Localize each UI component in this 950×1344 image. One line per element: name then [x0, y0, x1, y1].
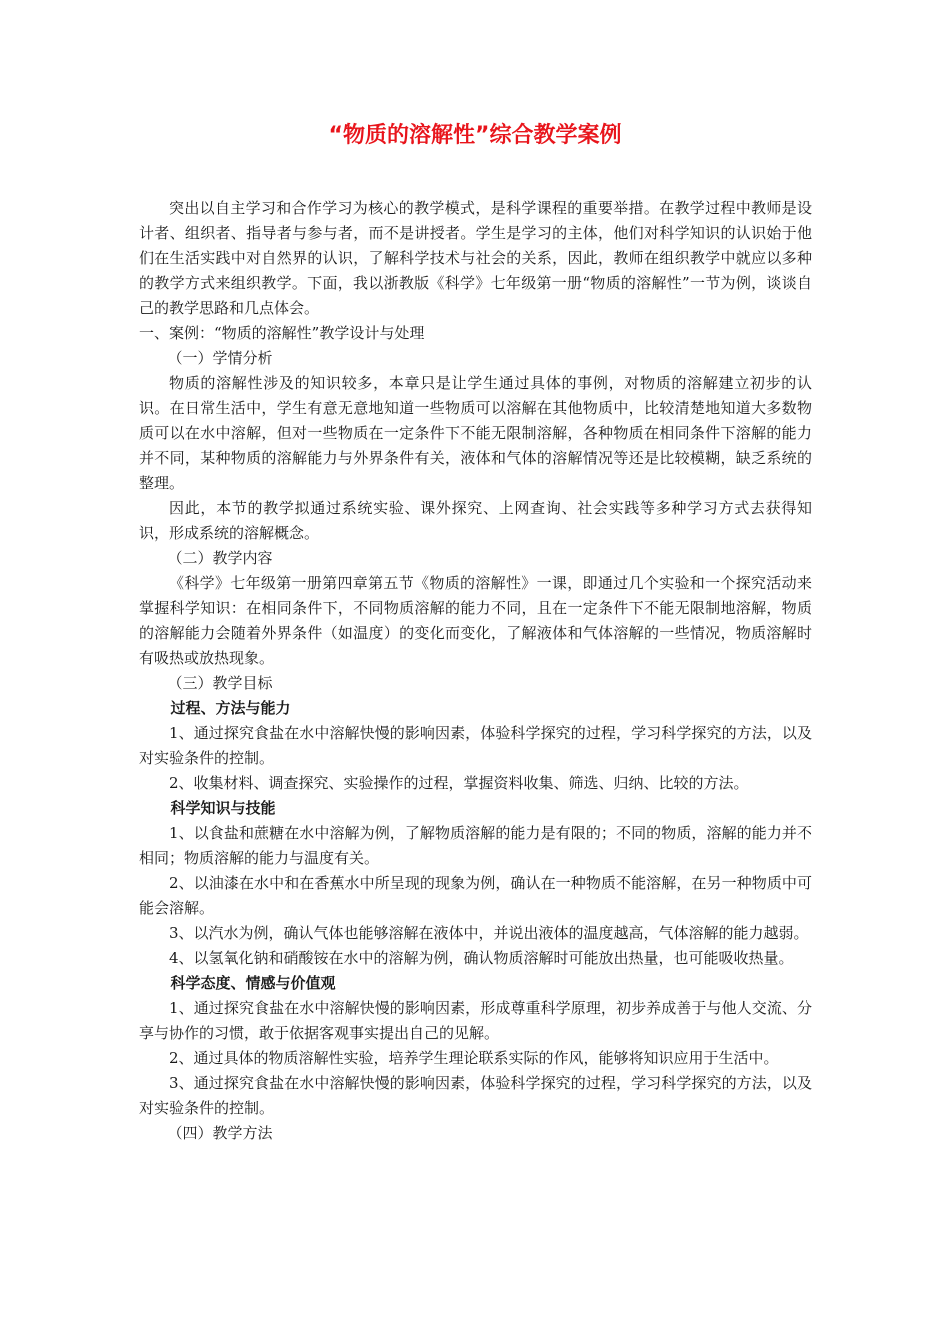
- goal-heading-knowledge: 科学知识与技能: [170, 799, 276, 817]
- subheading-teaching-content: （二）教学内容: [167, 549, 273, 567]
- document-body: [139, 196, 812, 1146]
- knowledge-item-4: 4、以氢氧化钠和硝酸铵在水中的溶解为例，确认物质溶解时可能放出热量，也可能吸收热量。: [169, 949, 794, 967]
- section-heading-case: 一、案例：“物质的溶解性”教学设计与处理: [139, 324, 425, 342]
- analysis-paragraph-1: 物质的溶解性涉及的知识较多，本章只是让学生通过具体的事例，对物质的溶解建立初步的认识。在日常生活中，学生有意无意地知道一些物质可以溶解在其他物质中，比较清楚地知道大多数物质可以在水中溶解，但对一些物质在一定条件下不能无限制溶解，各种物质在相同条件下溶解的能力并不同，某种物质的溶解能力与外界条件有关，液体和气体的溶解情况等还是比较模糊，缺乏系统的整理。: [139, 374, 812, 492]
- subheading-teaching-goals: （三）教学目标: [167, 674, 273, 692]
- attitude-item-1: 1、通过探究食盐在水中溶解快慢的影响因素，形成尊重科学原理，初步养成善于与他人交流、分享与协作的习惯，敢于依据客观事实提出自己的见解。: [139, 999, 812, 1042]
- goal-heading-attitude: 科学态度、情感与价值观: [170, 974, 336, 992]
- knowledge-item-3: 3、以汽水为例，确认气体也能够溶解在液体中，并说出液体的温度越高，气体溶解的能力越弱。: [169, 924, 809, 942]
- knowledge-item-2: 2、以油漆在水中和在香蕉水中所呈现的现象为例，确认在一种物质不能溶解，在另一种物质中可能会溶解。: [139, 874, 812, 917]
- analysis-paragraph-2: 因此，本节的教学拟通过系统实验、课外探究、上网查询、社会实践等多种学习方式去获得知识，形成系统的溶解概念。: [139, 499, 812, 542]
- attitude-item-3: 3、通过探究食盐在水中溶解快慢的影响因素，体验科学探究的过程，学习科学探究的方法，以及对实验条件的控制。: [139, 1074, 812, 1117]
- subheading-teaching-methods: （四）教学方法: [167, 1124, 273, 1142]
- goal-heading-process: 过程、方法与能力: [170, 699, 291, 717]
- process-item-2: 2、收集材料、调查探究、实验操作的过程，掌握资料收集、筛选、归纳、比较的方法。: [169, 774, 749, 792]
- subheading-student-analysis: （一）学情分析: [167, 349, 273, 367]
- content-paragraph: 《科学》七年级第一册第四章第五节《物质的溶解性》一课，即通过几个实验和一个探究活动来掌握科学知识：在相同条件下，不同物质溶解的能力不同，且在一定条件下不能无限制地溶解，物质的溶解能力会随着外界条件（如温度）的变化而变化，了解液体和气体溶解的一些情况，物质溶解时有吸热或放热现象。: [139, 574, 812, 667]
- intro-paragraph: 突出以自主学习和合作学习为核心的教学模式，是科学课程的重要举措。在教学过程中教师是设计者、组织者、指导者与参与者，而不是讲授者。学生是学习的主体，他们对科学知识的认识始于他们在生活实践中对自然界的认识，了解科学技术与社会的关系，因此，教师在组织教学中就应以多种的教学方式来组织教学。下面，我以浙教版《科学》七年级第一册“物质的溶解性”一节为例，谈谈自己的教学思路和几点体会。: [139, 199, 812, 317]
- attitude-item-2: 2、通过具体的物质溶解性实验，培养学生理论联系实际的作风，能够将知识应用于生活中。: [169, 1049, 779, 1067]
- knowledge-item-1: 1、以食盐和蔗糖在水中溶解为例，了解物质溶解的能力是有限的；不同的物质，溶解的能力并不相同；物质溶解的能力与温度有关。: [139, 824, 812, 867]
- document-title: “物质的溶解性”综合教学案例: [328, 123, 622, 148]
- process-item-1: 1、通过探究食盐在水中溶解快慢的影响因素，体验科学探究的过程，学习科学探究的方法，以及对实验条件的控制。: [139, 724, 812, 767]
